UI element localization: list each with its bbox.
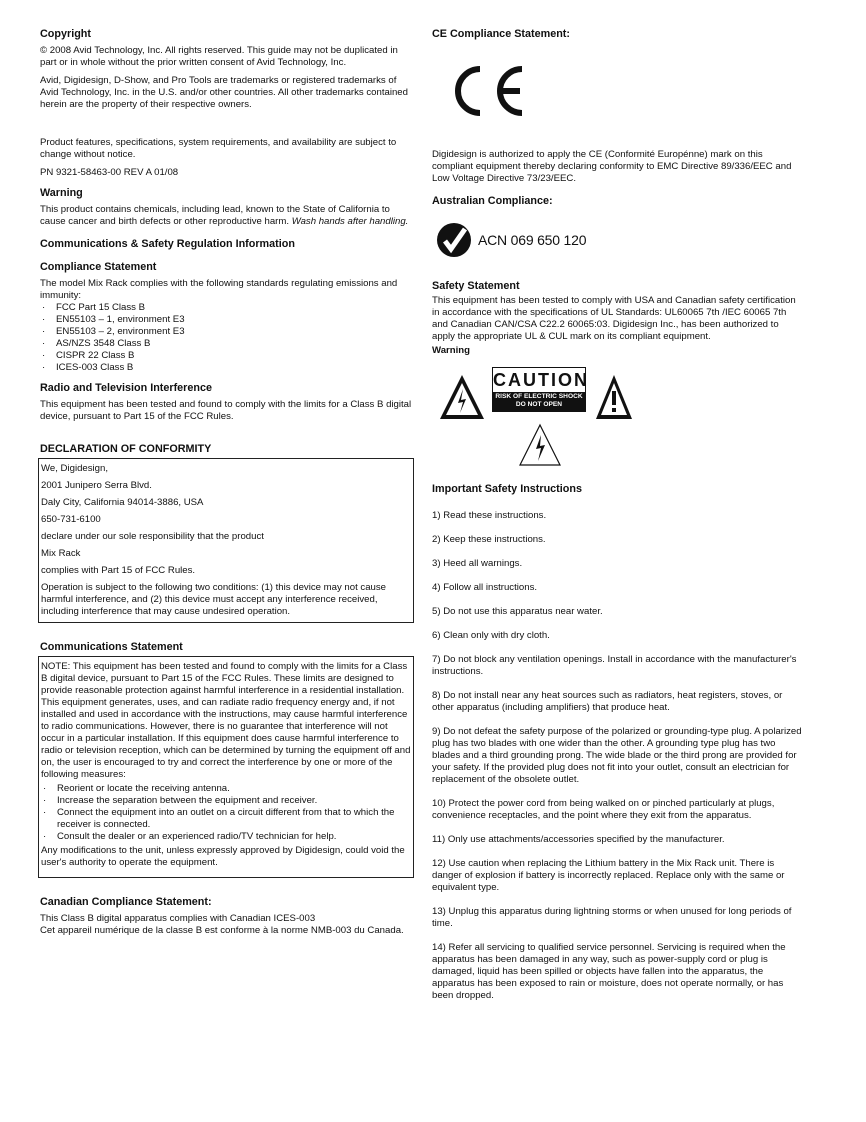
lightning-triangle-row: [518, 423, 804, 471]
compliance-intro: The model Mix Rack complies with the following standards regulating emissions and immunity:: [40, 278, 398, 301]
list-item: 12) Use caution when replacing the Lithium battery in the Mix Rack unit. There is danger of explosion if battery is incorrectly replaced. Replace only with the same or equivalent type.: [432, 858, 785, 893]
list-item: 14) Refer all servicing to qualified service personnel. Servicing is required when the apparatus has been damaged in any way, such as power-supply cord or plug is damaged, liquid has been spilled or objects have fallen into the apparatus, the apparatus has been exposed to rain or moisture, does not operate normally, or has been dropped.: [432, 942, 786, 1001]
list-item: 9) Do not defeat the safety purpose of the polarized or grounding-type plug. A polarized plug has two blades with one wider than the other. A grounding type plug has two blades and a third grounding prong. The wide blade or the third prong are provided for your safety. If the provided plug does not fit into your outlet, consult an electrician for replacement of the obsolete outlet.: [432, 726, 802, 785]
right-column: [432, 28, 804, 1014]
list-item: 2) Keep these instructions.: [432, 534, 546, 545]
product-features-text: Product features, specifications, system requirements, and availability are subject to change without notice.: [40, 137, 397, 160]
declaration-heading: DECLARATION OF CONFORMITY: [40, 443, 212, 455]
communications-heading: Communications Statement: [40, 641, 183, 653]
warning-italic: Wash hands after handling.: [291, 216, 409, 227]
safety-statement-text: This equipment has been tested to comply with USA and Canadian safety certification in accordance with the specifications of UL Standards: UL60065 7th /IEC 60065 7th and Canadian CAN/CSA C22.2 60065:03. Digidesign Inc., has been authorized to apply the appropriate UL & CUL mark on its compliant equipment.: [432, 295, 796, 342]
list-item: · Consult the dealer or an experienced radio/TV technician for help.: [41, 831, 413, 843]
warning-text: [40, 204, 412, 228]
list-item: 5) Do not use this apparatus near water.: [432, 606, 603, 617]
declaration-line: 650-731-6100: [41, 514, 101, 525]
canadian-line: This Class B digital apparatus complies with Canadian ICES-003: [40, 913, 316, 924]
ce-mark-icon: [446, 63, 526, 119]
safety-statement-heading: Safety Statement: [432, 280, 520, 292]
declaration-line: complies with Part 15 of FCC Rules.: [41, 565, 196, 576]
comm-safety-heading: Communications & Safety Regulation Information: [40, 238, 295, 250]
acn-number: ACN 069 650 120: [478, 232, 587, 248]
declaration-line: declare under our sole responsibility that the product: [41, 531, 264, 542]
list-item: · CISPR 22 Class B: [40, 350, 412, 362]
compliance-list: [40, 302, 412, 374]
declaration-box: [38, 458, 414, 623]
list-item: · Reorient or locate the receiving antenna.: [41, 783, 413, 795]
list-item: 13) Unplug this apparatus during lightning storms or when unused for long periods of time.: [432, 906, 792, 929]
compliance-heading: Compliance Statement: [40, 261, 157, 273]
communications-list: [41, 783, 413, 843]
trademark-text: Avid, Digidesign, D-Show, and Pro Tools are trademarks or registered trademarks of Avid Technology, Inc. in the U.S. and/or other countries. All other trademarks contained herein are the property of their respective owners.: [40, 75, 408, 110]
acn-row: [436, 222, 804, 258]
caution-line2: DO NOT OPEN: [515, 401, 563, 408]
list-item: 10) Protect the power cord from being walked on or pinched particularly at plugs, convenience receptacles, and the point where they exit from the apparatus.: [432, 798, 775, 821]
list-item: · FCC Part 15 Class B: [40, 302, 412, 314]
list-item: 8) Do not install near any heat sources such as radiators, heat registers, stoves, or other apparatus (including amplifiers) that produce heat.: [432, 690, 783, 713]
part-number: PN 9321-58463-00 REV A 01/08: [40, 167, 179, 178]
instructions-list: [432, 510, 804, 1002]
safety-warning-label: Warning: [432, 345, 471, 356]
list-item: · Connect the equipment into an outlet on a circuit different from that to which the receiver is connected.: [41, 807, 413, 831]
list-item: · ICES-003 Class B: [40, 362, 412, 374]
australian-heading: Australian Compliance:: [432, 195, 553, 207]
ce-heading: CE Compliance Statement:: [432, 28, 570, 40]
canadian-line-french: Cet appareil numérique de la classe B est conforme à la norme NMB-003 du Canada.: [40, 925, 404, 936]
caution-box: [492, 367, 589, 412]
exclamation-warning-icon: [594, 373, 634, 421]
lightning-bolt-icon: [518, 423, 562, 467]
communications-closing: Any modifications to the unit, unless expressly approved by Digidesign, could void the user's authority to operate the equipment.: [41, 845, 405, 868]
ce-mark-logo: [446, 63, 804, 123]
copyright-text: © 2008 Avid Technology, Inc. All rights reserved. This guide may not be duplicated in part or in whole without the prior written consent of Avid Technology, Inc.: [40, 45, 398, 68]
radio-heading: Radio and Television Interference: [40, 382, 212, 394]
declaration-line: 2001 Junipero Serra Blvd.: [41, 480, 152, 491]
list-item: 3) Heed all warnings.: [432, 558, 523, 569]
caution-line1: RISK OF ELECTRIC SHOCK: [495, 393, 583, 400]
warning-heading: Warning: [40, 187, 83, 199]
electric-shock-warning-icon: [438, 373, 486, 421]
list-item: · EN55103 – 1, environment E3: [40, 314, 412, 326]
list-item: · EN55103 – 2, environment E3: [40, 326, 412, 338]
list-item: 4) Follow all instructions.: [432, 582, 538, 593]
caution-graphic: [438, 367, 804, 421]
ce-text: Digidesign is authorized to apply the CE (Conformité Europénne) mark on this compliant equipment thereby declaring conformity to EMC Directive 89/336/EEC and Low Voltage Directive 73/23/EEC.: [432, 149, 792, 184]
list-item: · Increase the separation between the equipment and receiver.: [41, 795, 413, 807]
caution-subbox: [493, 392, 585, 411]
list-item: 7) Do not block any ventilation openings. Install in accordance with the manufacturer's instructions.: [432, 654, 797, 677]
c-tick-icon: [436, 222, 472, 258]
list-item: · AS/NZS 3548 Class B: [40, 338, 412, 350]
declaration-line: We, Digidesign,: [41, 463, 109, 474]
communications-note: NOTE: This equipment has been tested and found to comply with the limits for a Class B digital device, pursuant to Part 15 of the FCC Rules. These limits are designed to provide reasonable protection against harmful interference in a residential installation. This equipment generates, uses, and can radiate radio frequency energy and, if not installed and used in accordance with the instructions, may cause harmful interference to radio communications. However, there is no guarantee that interference will not occur in a particular installation. If this equipment does cause harmful interference to radio or television reception, which can be determined by turning the equipment off and on, the user is encouraged to try and correct the interference by one or more of the following measures:: [41, 661, 411, 780]
warning-body: This product contains chemicals, including lead, known to the State of California to cause cancer and birth defects or other reproductive harm.: [40, 204, 390, 227]
canadian-heading: Canadian Compliance Statement:: [40, 896, 212, 908]
list-item: 11) Only use attachments/accessories specified by the manufacturer.: [432, 834, 725, 845]
declaration-line: Daly City, California 94014-3886, USA: [41, 497, 204, 508]
declaration-line: Mix Rack: [41, 548, 81, 559]
instructions-heading: Important Safety Instructions: [432, 483, 582, 495]
left-column: [40, 28, 412, 943]
list-item: 1) Read these instructions.: [432, 510, 547, 521]
communications-box: [38, 656, 414, 878]
caution-title: CAUTION: [493, 370, 589, 390]
copyright-heading: Copyright: [40, 28, 91, 40]
declaration-conditions: Operation is subject to the following two conditions: (1) this device may not cause harmful interference, and (2) this device must accept any interference received, including interference that may cause undesired operation.: [41, 582, 387, 617]
list-item: 6) Clean only with dry cloth.: [432, 630, 550, 641]
radio-text: This equipment has been tested and found to comply with the limits for a Class B digital device, pursuant to Part 15 of the FCC Rules.: [40, 399, 412, 422]
